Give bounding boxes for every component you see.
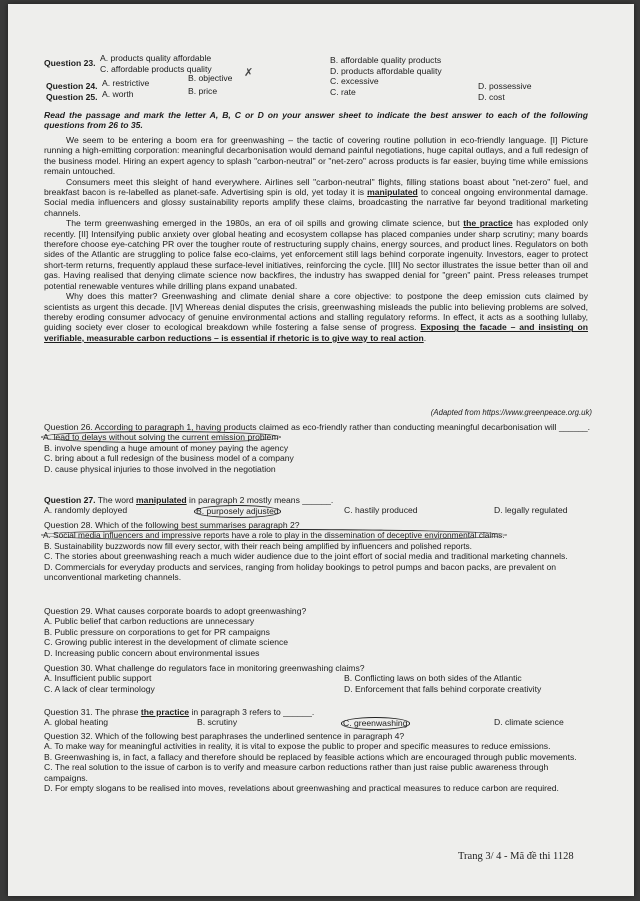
q31-option-c: C. greenwashing bbox=[343, 718, 408, 729]
page-footer: Trang 3/ 4 - Mã đề thi 1128 bbox=[458, 851, 574, 862]
q24-option-b: B. objective bbox=[188, 73, 233, 83]
q25-option-a: A. worth bbox=[102, 89, 134, 99]
q29-option-b: B. Public pressure on corporations to get for PR campaigns bbox=[44, 626, 270, 637]
paragraph-1: We seem to be entering a boom era for greenwashing – the tactic of covering routine pollution in eco-friendly language. [I] Picture running a high-emitting corporation: meaningful decarbonisation would demand painful negotiations, huge capital outlays, and a full redesign of the business model. Hiring an expert agency to splash "carbon-neutral" or "net-zero" across products is far easier, buying time while emissions remain untouched. bbox=[44, 135, 588, 177]
q27-option-b: B. purposely adjusted bbox=[196, 506, 279, 517]
q31-underlined-phrase: the practice bbox=[140, 707, 190, 717]
underlined-the-practice: the practice bbox=[463, 218, 513, 229]
q30-option-d: D. Enforcement that falls behind corporate creativity bbox=[344, 683, 542, 694]
q24-option-c: C. excessive bbox=[330, 76, 379, 86]
question-30 bbox=[44, 663, 592, 694]
q29-stem: Question 29. What causes corporate boards to adopt greenwashing? bbox=[44, 606, 307, 616]
q25-option-c: C. rate bbox=[330, 87, 356, 97]
q25-option-d: D. cost bbox=[478, 92, 505, 102]
q30-option-c: C. A lack of clear terminology bbox=[44, 683, 155, 694]
q23-label: Question 23. bbox=[44, 58, 96, 68]
q27-option-d: D. legally regulated bbox=[494, 505, 568, 516]
q31-option-a: A. global heating bbox=[44, 717, 109, 728]
question-32 bbox=[44, 731, 592, 793]
q30-option-b: B. Conflicting laws on both sides of the Atlantic bbox=[344, 673, 522, 684]
question-29 bbox=[44, 606, 592, 658]
q26-option-a: A. lead to delays without solving the current emission problem bbox=[43, 432, 279, 443]
question-27 bbox=[44, 495, 592, 516]
q23-option-a: A. products quality affordable bbox=[100, 53, 212, 63]
q25-label: Question 25. bbox=[46, 92, 98, 102]
q32-option-c: C. The real solution to the issue of carbon is to verify and measure carbon reductions rather than just raise public awareness through campaigns. bbox=[44, 762, 549, 783]
q26-option-b: B. involve spending a huge amount of money paying the agency bbox=[44, 442, 289, 453]
q29-option-d: D. Increasing public concern about environmental issues bbox=[44, 647, 260, 658]
q26-stem: Question 26. According to paragraph 1, having products claimed as eco-friendly rather than conducting meaningful decarbonisation will ______. bbox=[44, 422, 591, 432]
q30-option-a: A. Insufficient public support bbox=[44, 673, 152, 684]
underlined-sentence: Exposing the facade – and insisting on verifiable, measurable carbon reductions – is essential if rhetoric is to give way to real action bbox=[44, 322, 589, 343]
q31-option-b: B. scrutiny bbox=[197, 717, 238, 728]
q28-option-a: A. Social media influencers and impressive reports have a role to play in the dissemination of deceptive environmental claims. bbox=[43, 530, 505, 541]
q32-option-a: A. To make way for meaningful activities in reality, it is vital to expose the public to proper and specific measures to reduce emissions. bbox=[44, 741, 551, 752]
q26-option-d: D. cause physical injuries to those involved in the negotiation bbox=[44, 463, 276, 474]
q29-option-a: A. Public belief that carbon reductions are unnecessary bbox=[44, 616, 255, 627]
paragraph-3: The term greenwashing emerged in the 1980s, an era of oil spills and growing climate science, but the practice has exploded only recently. [II] Intensifying public anxiety over global heating and ecosystem collapse has placed companies under sharp scrutiny; many boards therefore choose eye-catching PR over the tougher route of restructuring supply chains, energy sources, and product lines. Regulators on both sides of the Atlantic are struggling to police false eco-claims, yet enforcement still lags behind corporate ingenuity. Investors, eager to protect short-term returns, frequently applaud these surface-level initiatives, reinforcing the cycle. [III] No sector illustrates the issue better than oil and gas. Having realised that denying climate science now backfires, the industry has swapped denial for "green" paint. Press releases trumpet potential renewable ventures while drilling plans expand unabated. bbox=[44, 218, 589, 291]
q29-option-c: C. Growing public interest in the development of climate science bbox=[44, 637, 289, 648]
q27-option-c: C. hastily produced bbox=[344, 505, 418, 516]
paragraph-4: Why does this matter? Greenwashing and climate denial share a core objective: to postpone the deep emission cuts claimed by scientists as urgent this decade. [IV] Whereas denial disputes the crisis, greenwashing misleads the public into believing problems are solved, thereby eroding consumer advocacy of genuine environmental actions and stalling regulatory reforms. In effect, it acts as a soothing lullaby, guiding society ever closer to ecological breakdown while fostering a false sense of progress. Exposing the facade – and insisting on verifiable, measurable carbon reductions – is essential if rhetoric is to give way to real action. bbox=[44, 291, 589, 343]
q27-option-a: A. randomly deployed bbox=[44, 505, 128, 516]
q24-label: Question 24. bbox=[46, 81, 98, 91]
q32-option-d: D. For empty slogans to be realised into moves, revelations about greenwashing and practical measures to reduce carbon are required. bbox=[44, 783, 559, 794]
underlined-manipulated: manipulated bbox=[367, 187, 418, 198]
q23-option-b: B. affordable quality products bbox=[330, 55, 442, 65]
cross-mark-icon: ✗ bbox=[244, 67, 254, 79]
q27-underlined-word: manipulated bbox=[136, 495, 187, 505]
q31-option-d: D. climate science bbox=[494, 717, 564, 728]
passage-instruction: Read the passage and mark the letter A, B, C or D on your answer sheet to indicate the best answer to each of the following questions from 26 to 35. bbox=[44, 110, 588, 131]
q28-option-b: B. Sustainability buzzwords now fill every sector, with their reach being amplified by influencers and polished reports. bbox=[44, 540, 472, 551]
exam-page bbox=[8, 4, 634, 896]
q32-stem: Question 32. Which of the following best paraphrases the underlined sentence in paragraph 4? bbox=[44, 731, 405, 741]
q28-stem: Question 28. Which of the following best summarises paragraph 2? bbox=[44, 520, 300, 530]
q24-option-d: D. possessive bbox=[478, 81, 532, 91]
paragraph-2: Consumers meet this sleight of hand everywhere. Airlines sell "carbon-neutral" flights, filling stations boast about "net-zero" fuel, and breakfast bacon is re-labelled as planet-safe. Advertising spin is old, yet today it is manipulated to conceal ongoing environmental damage. Social media influencers and glossy sustainability reports amplify these claims, broadcasting the narrative far beyond traditional marketing channels. bbox=[44, 176, 588, 218]
question-26 bbox=[44, 422, 592, 474]
q32-option-b: B. Greenwashing is, in fact, a fallacy and therefore should be replaced by feasible actions which are encouraged through public movements. bbox=[44, 751, 577, 762]
question-28 bbox=[44, 520, 592, 582]
passage bbox=[44, 135, 588, 343]
q31-stem: Question 31. The phrase the practice in paragraph 3 refers to ______. bbox=[44, 707, 315, 717]
q23-option-d: D. products affordable quality bbox=[330, 66, 442, 76]
q25-option-b: B. price bbox=[188, 86, 218, 96]
q24-option-a: A. restrictive bbox=[102, 78, 150, 88]
q30-stem: Question 30. What challenge do regulators face in monitoring greenwashing claims? bbox=[44, 663, 365, 673]
q28-option-d: D. Commercials for everyday products and services, ranging from holiday bookings to petrol pumps and bacon packs, are prevalent on unconventional marketing channels. bbox=[44, 561, 557, 583]
question-31 bbox=[44, 707, 592, 728]
q26-option-c: C. bring about a full redesign of the business model of a company bbox=[44, 453, 294, 464]
passage-source: (Adapted from https://www.greenpeace.org.uk) bbox=[430, 408, 592, 417]
q28-option-c: C. The stories about greenwashing reach a much wider audience due to the joint effort of social media and traditional marketing channels. bbox=[44, 551, 568, 562]
q23-option-c: C. affordable products quality bbox=[100, 64, 212, 74]
q27-stem: Question 27. The word manipulated in paragraph 2 mostly means ______. bbox=[44, 495, 334, 505]
